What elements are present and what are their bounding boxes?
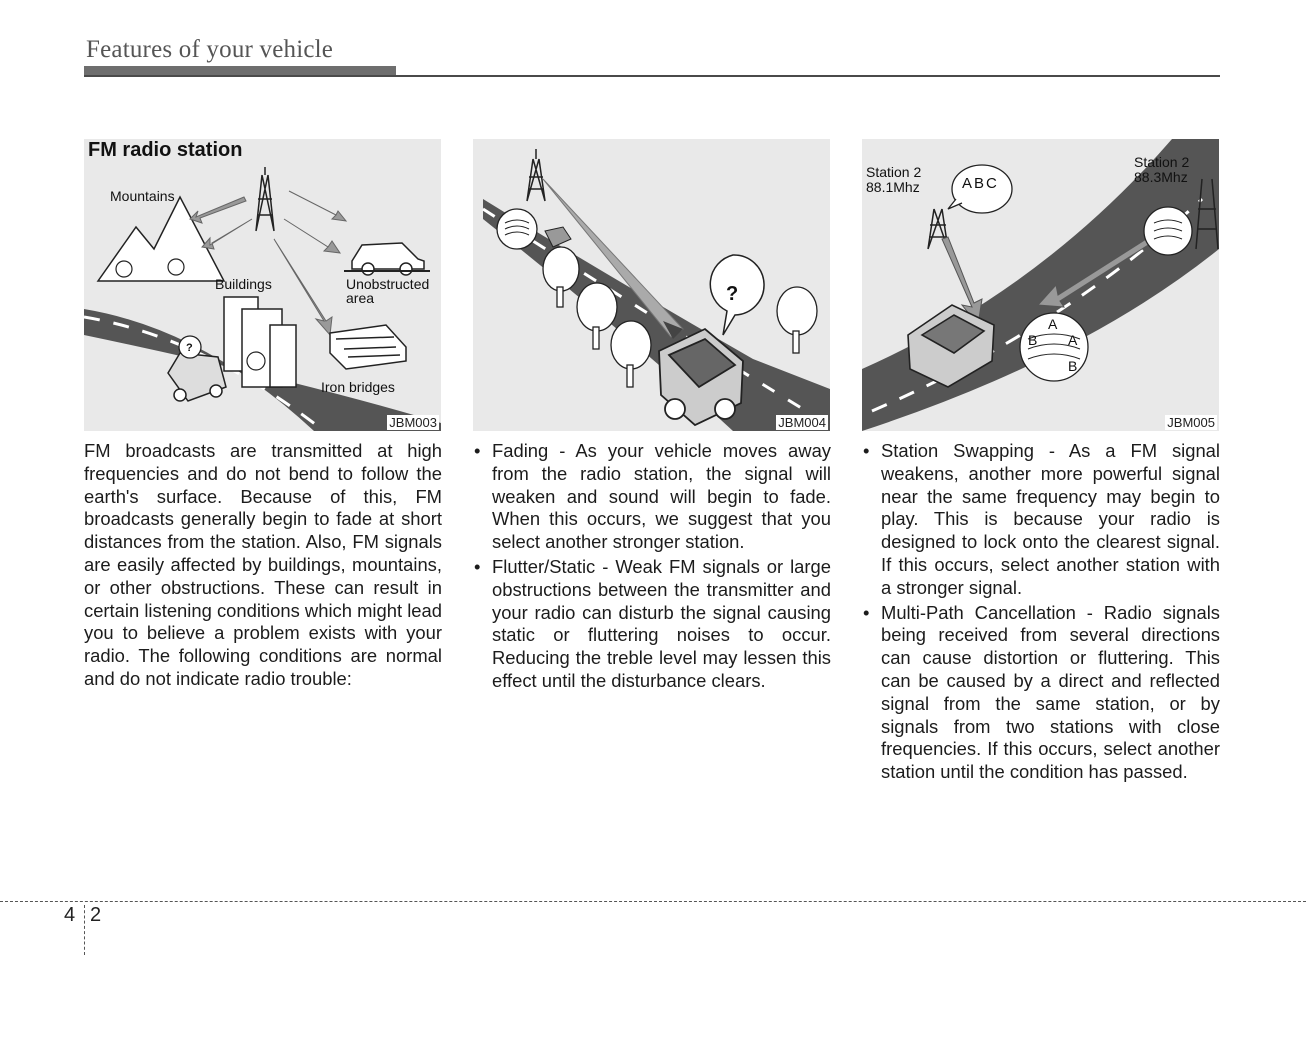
question-mark: ?	[726, 283, 739, 305]
section-number: 4	[64, 904, 76, 926]
header-rule	[84, 75, 1220, 77]
figure-code: JBM005	[1167, 415, 1215, 430]
figure-fm-radio-station	[84, 139, 441, 431]
question-mark: ?	[186, 342, 193, 354]
figure-fading	[473, 139, 830, 431]
label-frequency-left: 88.1Mhz	[866, 179, 920, 195]
figure-station-swapping	[862, 139, 1219, 431]
label-frequency-right: 88.3Mhz	[1134, 169, 1188, 185]
intro-paragraph: FM broadcasts are transmitted at high frequencies and do not bend to follow the earth's surface. Because of this, FM broadcasts generally begin to fade at short distances from the station. Also, FM signals are easily affected by buildings, mountains, or other obstructions. These can result in certain listening conditions which might lead you to believe a problem exists with your radio. The following conditions are normal and do not indicate radio trouble:	[84, 440, 442, 689]
label-unobstructed-area: Unobstructed area	[346, 276, 430, 306]
footer-dashed-rule	[0, 901, 1306, 902]
middle-bullet-list	[473, 440, 831, 693]
bullet-flutter-static: • Flutter/Static - Weak FM signals or large obstructions between the transmitter and your radio can disturb the signal causing static or fluttering noises to occur. Reducing the treble level may lessen this effect until the disturbance clears.	[473, 556, 831, 693]
right-bullet-list	[862, 440, 1220, 784]
figure-title: FM radio station	[88, 139, 243, 161]
label-mountains: Mountains	[110, 188, 175, 204]
page-header-title: Features of your vehicle	[86, 36, 334, 63]
left-column	[84, 440, 442, 691]
label-station-left: Station 2	[866, 164, 922, 180]
middle-column	[473, 440, 831, 695]
figure-code: JBM003	[389, 415, 437, 430]
label-station-right: Station 2	[1134, 154, 1190, 170]
right-column	[862, 440, 1220, 786]
label-buildings: Buildings	[215, 276, 272, 292]
bullet-fading: • Fading - As your vehicle moves away from the radio station, the signal will weaken and sound will begin to fade. When this occurs, we suggest that you select another stronger station.	[473, 440, 831, 554]
svg-text:B: B	[1068, 358, 1078, 374]
label-abc: ABC	[962, 175, 999, 192]
bullet-multi-path-cancellation: • Multi-Path Cancellation - Radio signals being received from several directions can cause distortion or fluttering. This can be caused by a direct and reflected signal from the same station, or by signals from two stations with close frequencies. If this occurs, select another station until the condition has passed.	[862, 602, 1220, 784]
svg-text:B: B	[1028, 332, 1038, 348]
footer-dashed-divider	[84, 905, 85, 955]
label-iron-bridges: Iron bridges	[321, 379, 395, 395]
svg-text:A: A	[1048, 316, 1058, 332]
svg-text:A: A	[1068, 332, 1078, 348]
fading-illustration	[473, 139, 830, 431]
figure-code: JBM004	[778, 415, 826, 430]
page-number: 2	[90, 904, 102, 926]
bullet-station-swapping: • Station Swapping - As a FM signal weakens, another more powerful signal near the same frequency may begin to play. This is because your radio is designed to lock onto the clearest signal. If this occurs, select another station with a stronger signal.	[862, 440, 1220, 600]
